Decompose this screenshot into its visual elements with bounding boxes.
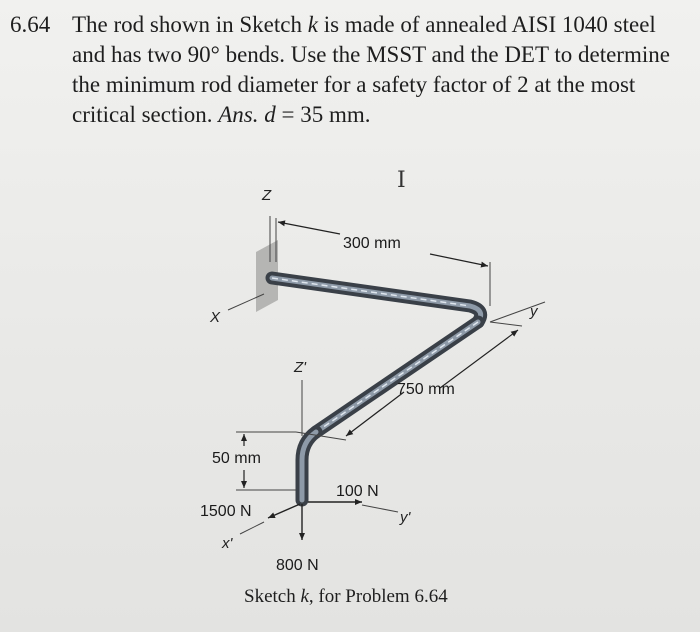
force-1500n-label: 1500 N <box>200 503 252 520</box>
caption-variable: k <box>300 586 309 607</box>
statement-part-2: is made of annealed AISI 1040 steel and has two 90° bends. Use the MSST and the DET to determine the minimum rod diameter for a safety factor of 2 at the most critical section. <box>72 12 670 127</box>
force-800n-label: 800 N <box>276 557 319 574</box>
y-prime-axis <box>362 505 398 512</box>
answer-value: = 35 mm. <box>275 102 371 127</box>
statement-part-1: The rod shown in Sketch <box>72 12 308 37</box>
force-100n-label: 100 N <box>336 483 379 500</box>
answer-label: Ans. d <box>218 102 276 127</box>
dim-750-label: 750 mm <box>397 381 455 398</box>
z-prime-axis-label: Z' <box>294 359 307 376</box>
dim-50-label: 50 mm <box>212 450 261 467</box>
y-prime-axis-label: y' <box>400 509 411 526</box>
x-prime-axis-label: x' <box>222 535 233 552</box>
dim-750-ext-top <box>490 322 522 326</box>
dim-300-arrow-right <box>430 254 488 266</box>
problem-number: 6.64 <box>10 12 51 37</box>
text-cursor-icon: I <box>397 168 406 193</box>
dim-300-label: 300 mm <box>343 235 401 252</box>
x-axis-label: X <box>210 309 221 326</box>
caption-part-2: , for Problem 6.64 <box>308 586 448 607</box>
figure-caption <box>244 586 448 608</box>
force-1500n-arrow <box>268 504 300 518</box>
x-prime-axis <box>240 522 264 534</box>
caption-part-1: Sketch <box>244 586 301 607</box>
y-axis-label: y <box>530 303 538 320</box>
sketch-variable: k <box>307 12 318 37</box>
z-axis-label: Z <box>262 187 272 204</box>
dim-300-arrow-left <box>278 222 340 234</box>
